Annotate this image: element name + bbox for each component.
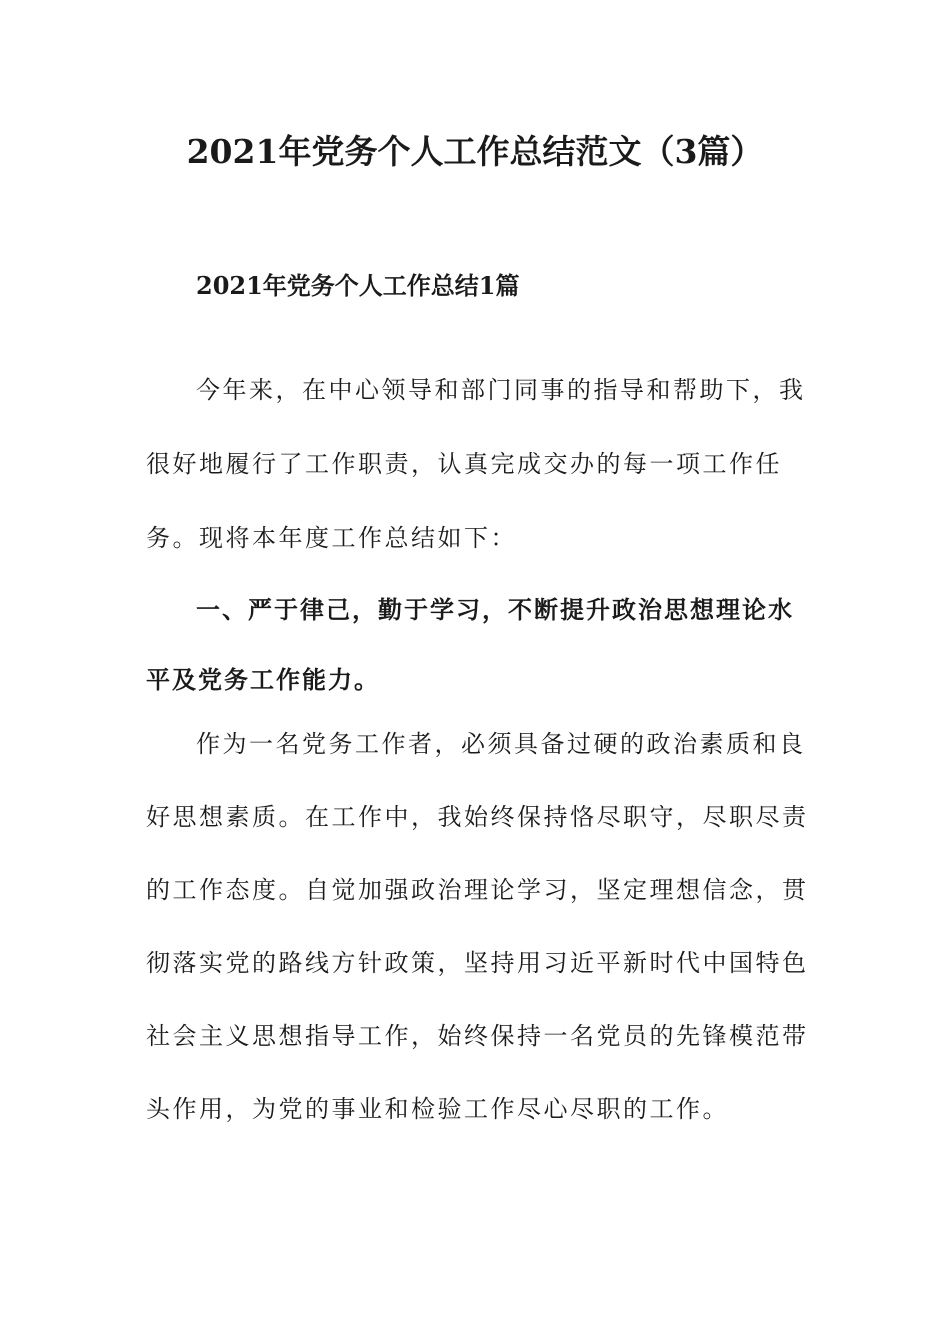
paragraph-line: 头作用，为党的事业和检验工作尽心尽职的工作。 (146, 1095, 729, 1123)
paragraph-line: 的工作态度。自觉加强政治理论学习，坚定理想信念，贯 (146, 876, 809, 904)
paragraph-line: 今年来，在中心领导和部门同事的指导和帮助下，我 (196, 376, 806, 404)
section-subtitle: 2021年党务个人工作总结1篇 (196, 271, 520, 300)
section-heading-line: 平及党务工作能力。 (146, 665, 380, 694)
paragraph-line: 作为一名党务工作者，必须具备过硬的政治素质和良 (196, 730, 806, 758)
paragraph-line: 彻落实党的路线方针政策，坚持用习近平新时代中国特色 (146, 949, 809, 977)
paragraph-line: 务。现将本年度工作总结如下： (146, 524, 517, 552)
section-heading-line: 一、严于律己，勤于学习，不断提升政治思想理论水 (196, 595, 794, 624)
paragraph-line: 很好地履行了工作职责，认真完成交办的每一项工作任 (146, 450, 782, 478)
paragraph-line: 好思想素质。在工作中，我始终保持恪尽职守，尽职尽责 (146, 803, 809, 831)
paragraph-line: 社会主义思想指导工作，始终保持一名党员的先锋模范带 (146, 1022, 809, 1050)
document-title: 2021年党务个人工作总结范文（3篇） (186, 132, 764, 171)
